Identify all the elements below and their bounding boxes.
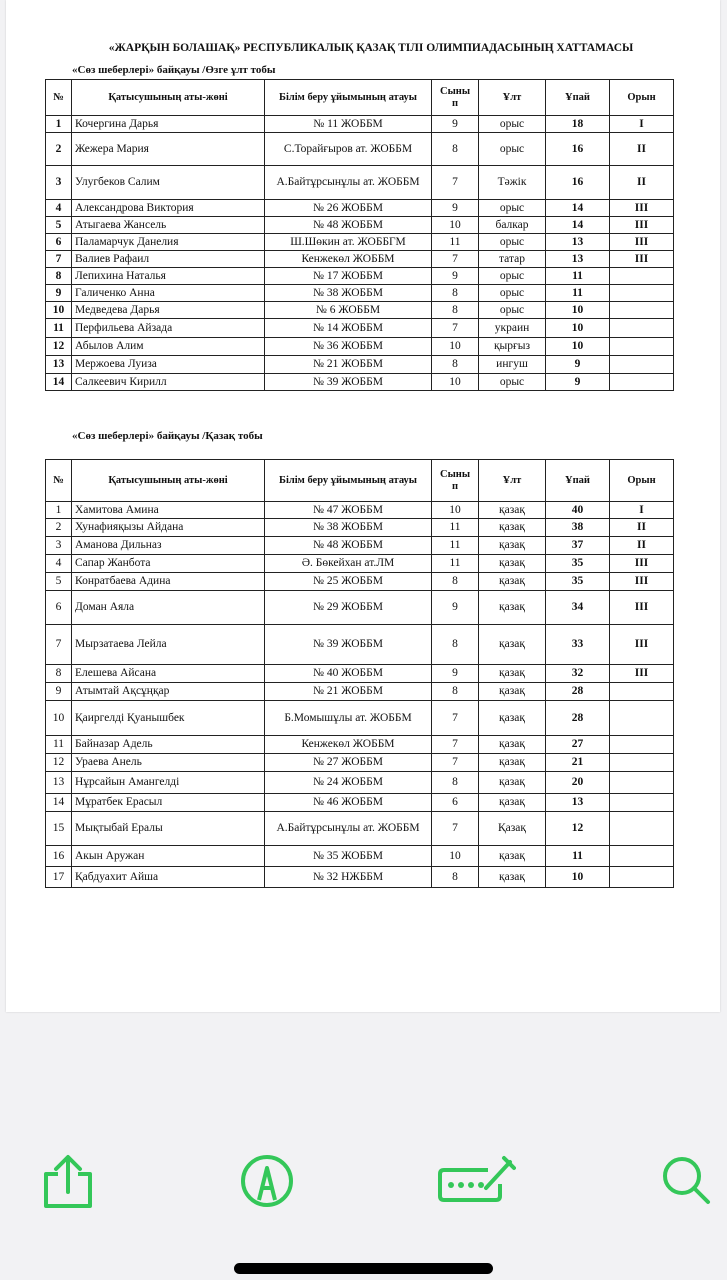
cell-index: 12 [46, 338, 72, 356]
bottom-toolbar [0, 1140, 727, 1220]
cell-nationality: қазақ [479, 573, 546, 591]
cell-score: 11 [546, 268, 610, 285]
cell-nationality: қазақ [479, 754, 546, 772]
table-row [46, 537, 674, 555]
cell-nationality: қазақ [479, 846, 546, 867]
cell-participant-name: Мержоева Луиза [72, 356, 265, 374]
cell-participant-name: Мұратбек Ерасыл [72, 794, 265, 812]
document-page [6, 0, 720, 1012]
cell-index: 3 [46, 166, 72, 200]
cell-score: 28 [546, 683, 610, 701]
cell-grade: 11 [432, 519, 479, 537]
cell-participant-name: Мырзатаева Лейла [72, 625, 265, 665]
cell-grade: 11 [432, 537, 479, 555]
header-school-name: Білім беру ұйымының атауы [265, 460, 432, 502]
section1-subtitle: «Сөз шеберлері» байқауы /Өзге ұлт тобы [72, 64, 276, 76]
cell-school-name: № 39 ЖОББМ [265, 374, 432, 391]
cell-place [610, 285, 674, 302]
cell-score: 37 [546, 537, 610, 555]
cell-score: 27 [546, 736, 610, 754]
cell-school-name: № 40 ЖОББМ [265, 665, 432, 683]
cell-index: 16 [46, 846, 72, 867]
cell-nationality: қазақ [479, 502, 546, 519]
cell-grade: 10 [432, 338, 479, 356]
table-row [46, 591, 674, 625]
cell-school-name: № 48 ЖОББМ [265, 217, 432, 234]
cell-school-name: № 32 НЖББМ [265, 867, 432, 888]
cell-grade: 8 [432, 683, 479, 701]
cell-grade: 11 [432, 234, 479, 251]
cell-place [610, 356, 674, 374]
cell-school-name: № 17 ЖОББМ [265, 268, 432, 285]
cell-index: 11 [46, 736, 72, 754]
table-row [46, 519, 674, 537]
header-score: Ұпай [546, 80, 610, 116]
cell-nationality: қазақ [479, 625, 546, 665]
table-row [46, 319, 674, 338]
cell-score: 13 [546, 234, 610, 251]
cell-grade: 7 [432, 319, 479, 338]
cell-index: 1 [46, 502, 72, 519]
cell-place [610, 683, 674, 701]
cell-score: 9 [546, 374, 610, 391]
cell-index: 4 [46, 200, 72, 217]
cell-nationality: қазақ [479, 683, 546, 701]
table-row [46, 754, 674, 772]
cell-score: 13 [546, 794, 610, 812]
cell-place: ІІІ [610, 665, 674, 683]
cell-score: 10 [546, 319, 610, 338]
cell-nationality: қазақ [479, 867, 546, 888]
cell-school-name: № 35 ЖОББМ [265, 846, 432, 867]
cell-participant-name: Ураева Анель [72, 754, 265, 772]
cell-index: 13 [46, 772, 72, 794]
results-table-kazakh [45, 459, 674, 888]
cell-score: 10 [546, 338, 610, 356]
table-row [46, 338, 674, 356]
cell-participant-name: Улугбеков Салим [72, 166, 265, 200]
cell-score: 28 [546, 701, 610, 736]
cell-place: ІІ [610, 133, 674, 166]
cell-school-name: № 29 ЖОББМ [265, 591, 432, 625]
cell-score: 18 [546, 116, 610, 133]
cell-score: 40 [546, 502, 610, 519]
cell-place: ІІІ [610, 555, 674, 573]
cell-nationality: қазақ [479, 555, 546, 573]
cell-score: 12 [546, 812, 610, 846]
table-row [46, 701, 674, 736]
cell-school-name: № 38 ЖОББМ [265, 285, 432, 302]
table-row [46, 772, 674, 794]
cell-school-name: № 27 ЖОББМ [265, 754, 432, 772]
cell-grade: 7 [432, 754, 479, 772]
cell-place: ІІІ [610, 217, 674, 234]
cell-place [610, 736, 674, 754]
cell-grade: 8 [432, 772, 479, 794]
cell-school-name: № 48 ЖОББМ [265, 537, 432, 555]
cell-grade: 8 [432, 867, 479, 888]
cell-index: 15 [46, 812, 72, 846]
cell-nationality: қазақ [479, 701, 546, 736]
cell-index: 12 [46, 754, 72, 772]
home-indicator[interactable] [234, 1263, 493, 1274]
cell-place [610, 754, 674, 772]
cell-participant-name: Сапар Жанбота [72, 555, 265, 573]
cell-nationality: орыс [479, 133, 546, 166]
cell-participant-name: Атымтай Ақсұңқар [72, 683, 265, 701]
cell-grade: 7 [432, 812, 479, 846]
cell-place [610, 338, 674, 356]
cell-grade: 7 [432, 166, 479, 200]
cell-school-name: № 21 ЖОББМ [265, 683, 432, 701]
cell-score: 10 [546, 302, 610, 319]
cell-score: 32 [546, 665, 610, 683]
cell-school-name: Ш.Шөкин ат. ЖОББГМ [265, 234, 432, 251]
cell-place [610, 319, 674, 338]
header-index: № [46, 80, 72, 116]
cell-score: 16 [546, 133, 610, 166]
cell-score: 14 [546, 200, 610, 217]
table-row [46, 374, 674, 391]
cell-index: 10 [46, 302, 72, 319]
cell-score: 9 [546, 356, 610, 374]
cell-nationality: қазақ [479, 736, 546, 754]
cell-index: 6 [46, 591, 72, 625]
cell-school-name: № 46 ЖОББМ [265, 794, 432, 812]
page-title: «ЖАРҚЫН БОЛАШАҚ» РЕСПУБЛИКАЛЫҚ ҚАЗАҚ ТІЛІ ОЛИМПИАДАСЫНЫҢ ХАТТАМАСЫ [108, 42, 634, 54]
cell-place: ІІІ [610, 251, 674, 268]
cell-place [610, 268, 674, 285]
cell-nationality: қырғыз [479, 338, 546, 356]
cell-participant-name: Жежера Мария [72, 133, 265, 166]
table-row [46, 573, 674, 591]
cell-place [610, 302, 674, 319]
cell-score: 38 [546, 519, 610, 537]
cell-school-name: № 26 ЖОББМ [265, 200, 432, 217]
cell-school-name: № 11 ЖОББМ [265, 116, 432, 133]
cell-score: 16 [546, 166, 610, 200]
cell-nationality: қазақ [479, 591, 546, 625]
cell-school-name: № 38 ЖОББМ [265, 519, 432, 537]
cell-grade: 9 [432, 591, 479, 625]
cell-place [610, 794, 674, 812]
cell-nationality: орыс [479, 285, 546, 302]
table-row [46, 251, 674, 268]
table-row [46, 217, 674, 234]
table-row [46, 867, 674, 888]
edit-icon[interactable] [438, 1154, 516, 1209]
cell-place: ІІ [610, 537, 674, 555]
cell-participant-name: Валиев Рафаил [72, 251, 265, 268]
cell-nationality: орыс [479, 116, 546, 133]
cell-grade: 10 [432, 846, 479, 867]
cell-place: ІІІ [610, 573, 674, 591]
cell-school-name: № 47 ЖОББМ [265, 502, 432, 519]
cell-nationality: украин [479, 319, 546, 338]
table-row [46, 736, 674, 754]
cell-school-name: № 24 ЖОББМ [265, 772, 432, 794]
cell-place [610, 374, 674, 391]
cell-score: 34 [546, 591, 610, 625]
table-row [46, 200, 674, 217]
markup-icon[interactable] [240, 1154, 294, 1213]
cell-grade: 9 [432, 200, 479, 217]
cell-grade: 10 [432, 502, 479, 519]
header-grade: Сыны п [432, 460, 479, 502]
cell-grade: 8 [432, 133, 479, 166]
cell-grade: 11 [432, 555, 479, 573]
cell-nationality: орыс [479, 374, 546, 391]
cell-score: 33 [546, 625, 610, 665]
cell-index: 14 [46, 794, 72, 812]
header-nationality: Ұлт [479, 80, 546, 116]
cell-school-name: № 14 ЖОББМ [265, 319, 432, 338]
cell-index: 6 [46, 234, 72, 251]
table-row [46, 133, 674, 166]
cell-place: ІІ [610, 519, 674, 537]
cell-index: 2 [46, 519, 72, 537]
cell-grade: 8 [432, 356, 479, 374]
section2-subtitle: «Сөз шеберлері» байқауы /Қазақ тобы [72, 430, 263, 442]
cell-place: І [610, 502, 674, 519]
cell-place [610, 867, 674, 888]
cell-nationality: қазақ [479, 519, 546, 537]
cell-participant-name: Александрова Виктория [72, 200, 265, 217]
cell-school-name: № 6 ЖОББМ [265, 302, 432, 319]
cell-score: 35 [546, 573, 610, 591]
cell-place: ІІІ [610, 200, 674, 217]
cell-nationality: балкар [479, 217, 546, 234]
cell-participant-name: Хамитова Амина [72, 502, 265, 519]
cell-nationality: орыс [479, 268, 546, 285]
cell-index: 7 [46, 625, 72, 665]
cell-school-name: № 36 ЖОББМ [265, 338, 432, 356]
cell-participant-name: Қаиргелді Қуанышбек [72, 701, 265, 736]
cell-score: 21 [546, 754, 610, 772]
cell-nationality: қазақ [479, 537, 546, 555]
cell-school-name: С.Торайғыров ат. ЖОББМ [265, 133, 432, 166]
cell-participant-name: Лепихина Наталья [72, 268, 265, 285]
cell-score: 11 [546, 846, 610, 867]
cell-school-name: Кенжекөл ЖОББМ [265, 736, 432, 754]
cell-index: 11 [46, 319, 72, 338]
cell-index: 7 [46, 251, 72, 268]
cell-index: 17 [46, 867, 72, 888]
table-row [46, 665, 674, 683]
cell-participant-name: Хунафияқызы Айдана [72, 519, 265, 537]
cell-score: 35 [546, 555, 610, 573]
header-participant-name: Қатысушының аты-жөні [72, 80, 265, 116]
cell-participant-name: Доман Аяла [72, 591, 265, 625]
cell-grade: 9 [432, 116, 479, 133]
cell-nationality: қазақ [479, 665, 546, 683]
cell-grade: 7 [432, 251, 479, 268]
cell-index: 13 [46, 356, 72, 374]
cell-place [610, 846, 674, 867]
share-icon[interactable] [42, 1154, 94, 1213]
cell-nationality: орыс [479, 234, 546, 251]
cell-index: 14 [46, 374, 72, 391]
header-score: Ұпай [546, 460, 610, 502]
header-place: Орын [610, 460, 674, 502]
header-nationality: Ұлт [479, 460, 546, 502]
cell-nationality: қазақ [479, 772, 546, 794]
header-grade: Сыны п [432, 80, 479, 116]
table-row [46, 555, 674, 573]
cell-score: 10 [546, 867, 610, 888]
cell-place: ІІ [610, 166, 674, 200]
cell-place: ІІІ [610, 625, 674, 665]
table-row [46, 166, 674, 200]
cell-grade: 9 [432, 665, 479, 683]
table-row [46, 268, 674, 285]
cell-place [610, 701, 674, 736]
cell-nationality: Қазақ [479, 812, 546, 846]
cell-nationality: орыс [479, 302, 546, 319]
table-row [46, 794, 674, 812]
cell-score: 11 [546, 285, 610, 302]
table-row [46, 302, 674, 319]
cell-place: ІІІ [610, 234, 674, 251]
results-table-other-nations [45, 79, 674, 391]
cell-index: 2 [46, 133, 72, 166]
cell-participant-name: Медведева Дарья [72, 302, 265, 319]
cell-participant-name: Салкеевич Кирилл [72, 374, 265, 391]
cell-nationality: ингуш [479, 356, 546, 374]
table-row [46, 234, 674, 251]
search-icon[interactable] [660, 1154, 712, 1211]
cell-index: 5 [46, 573, 72, 591]
cell-school-name: Кенжекөл ЖОББМ [265, 251, 432, 268]
header-school-name: Білім беру ұйымының атауы [265, 80, 432, 116]
cell-school-name: А.Байтұрсынұлы ат. ЖОББМ [265, 166, 432, 200]
cell-nationality: орыс [479, 200, 546, 217]
cell-school-name: Ә. Бөкейхан ат.ЛМ [265, 555, 432, 573]
cell-nationality: татар [479, 251, 546, 268]
cell-participant-name: Конратбаева Адина [72, 573, 265, 591]
cell-grade: 8 [432, 573, 479, 591]
cell-grade: 10 [432, 374, 479, 391]
cell-participant-name: Қабдуахит Айша [72, 867, 265, 888]
cell-place [610, 772, 674, 794]
cell-index: 3 [46, 537, 72, 555]
cell-participant-name: Кочергина Дарья [72, 116, 265, 133]
cell-grade: 8 [432, 302, 479, 319]
cell-school-name: № 39 ЖОББМ [265, 625, 432, 665]
table-row [46, 812, 674, 846]
cell-index: 5 [46, 217, 72, 234]
cell-grade: 8 [432, 625, 479, 665]
cell-grade: 8 [432, 285, 479, 302]
table-row [46, 683, 674, 701]
cell-nationality: Тәжік [479, 166, 546, 200]
table-row [46, 625, 674, 665]
cell-index: 10 [46, 701, 72, 736]
cell-nationality: қазақ [479, 794, 546, 812]
cell-school-name: Б.Момышұлы ат. ЖОББМ [265, 701, 432, 736]
cell-participant-name: Галиченко Анна [72, 285, 265, 302]
cell-grade: 9 [432, 268, 479, 285]
table-row [46, 116, 674, 133]
cell-place: І [610, 116, 674, 133]
cell-score: 13 [546, 251, 610, 268]
cell-grade: 6 [432, 794, 479, 812]
cell-participant-name: Паламарчук Данелия [72, 234, 265, 251]
cell-index: 9 [46, 285, 72, 302]
cell-participant-name: Перфильева Айзада [72, 319, 265, 338]
cell-grade: 7 [432, 701, 479, 736]
cell-grade: 10 [432, 217, 479, 234]
cell-participant-name: Елешева Айсана [72, 665, 265, 683]
cell-index: 4 [46, 555, 72, 573]
cell-grade: 7 [432, 736, 479, 754]
cell-index: 1 [46, 116, 72, 133]
cell-school-name: № 21 ЖОББМ [265, 356, 432, 374]
cell-place: ІІІ [610, 591, 674, 625]
cell-participant-name: Байназар Адель [72, 736, 265, 754]
cell-participant-name: Нұрсайын Амангелді [72, 772, 265, 794]
cell-place [610, 812, 674, 846]
cell-school-name: А.Байтұрсынұлы ат. ЖОББМ [265, 812, 432, 846]
table-row [46, 502, 674, 519]
cell-score: 20 [546, 772, 610, 794]
cell-participant-name: Атыгаева Жансель [72, 217, 265, 234]
table-row [46, 285, 674, 302]
header-participant-name: Қатысушының аты-жөні [72, 460, 265, 502]
cell-index: 8 [46, 268, 72, 285]
cell-index: 8 [46, 665, 72, 683]
cell-score: 14 [546, 217, 610, 234]
cell-school-name: № 25 ЖОББМ [265, 573, 432, 591]
header-place: Орын [610, 80, 674, 116]
table-row [46, 846, 674, 867]
cell-participant-name: Аманова Дильназ [72, 537, 265, 555]
cell-participant-name: Абылов Алим [72, 338, 265, 356]
header-index: № [46, 460, 72, 502]
cell-participant-name: Акын Аружан [72, 846, 265, 867]
table-row [46, 356, 674, 374]
cell-index: 9 [46, 683, 72, 701]
cell-participant-name: Мықтыбай Ералы [72, 812, 265, 846]
